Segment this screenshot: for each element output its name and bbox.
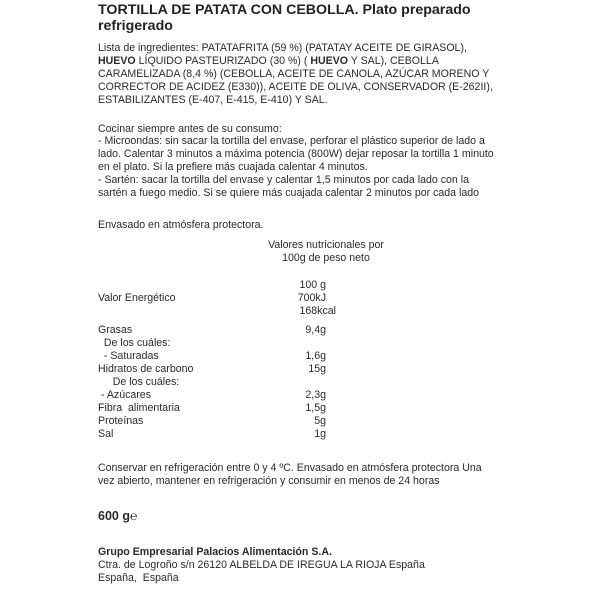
nutrition-row (98, 402, 398, 415)
nutrient-name: Proteínas (98, 414, 144, 427)
nutrient-value: 1g (314, 427, 326, 440)
nutrient-name: De los cuáles: (98, 375, 180, 388)
nutrition-row (98, 428, 398, 441)
cooking-intro: Cocinar siempre antes de su consumo: (98, 122, 282, 135)
nutrition-row (98, 337, 398, 350)
nutrition-header-line1: Valores nutricionales por (268, 238, 384, 251)
nutrient-name: - Saturadas (98, 349, 159, 362)
energy-label: Valor Energético (98, 291, 176, 304)
company-address: Ctra. de Logroño s/n 26120 ALBELDA DE IREGUA LA RIOJA España (98, 558, 425, 571)
nutrition-row (98, 363, 398, 376)
nutrient-value: 15g (308, 362, 326, 375)
product-title: TORTILLA DE PATATA CON CEBOLLA. Plato preparado refrigerado (98, 2, 471, 34)
microwave-instructions: - Microondas: sin sacar la tortilla del envase, perforar el plástico superior de lado a lado. Calentar 3 minutos a máxima potencia (800W) dejar reposar la tortilla 1 minuto en el plato. Si la prefiere más cuajada calentar 4 minutos. (98, 135, 494, 174)
nutrition-row (98, 350, 398, 363)
nutrient-name: De los cuáles: (98, 336, 171, 349)
pan-instructions: - Sartén: sacar la tortilla del envase y calentar 1,5 minutos por cada lado con la sartén a fuego medio. Si se quiere más cuajada calentar 2 minutos por cada lado (98, 174, 480, 200)
ingredients-suffix: Y SAL), CEBOLLA CARAMELIZADA (8,4 %) (CEBOLLA, ACEITE DE CANOLA, AZÚCAR MORENO Y CORRECTOR DE ACIDEZ (E330)), ACEITE DE OLIVA, CONSERVADOR (E-262II), ESTABILIZANTES (E-407, E-415, E-410) Y SAL. (98, 54, 493, 106)
nutrition-row (98, 376, 398, 389)
nutrient-value: 5g (314, 414, 326, 427)
nutrition-column-header (98, 279, 398, 292)
nutrition-table (98, 278, 500, 440)
ingredients-list (98, 42, 500, 107)
nutrient-value: 9,4g (305, 323, 326, 336)
ingredients-prefix: Lista de ingredientes: PATATAFRITA (59 %) (PATATAY ACEITE DE GIRASOL), (98, 42, 467, 54)
nutrient-name: Sal (98, 427, 114, 440)
nutrition-row-energy (98, 292, 398, 305)
company-name: Grupo Empresarial Palacios Alimentación S.A. (98, 546, 332, 558)
product-label (98, 0, 500, 600)
ingredients-middle: LÍQUIDO PASTEURIZADO (30 %) ( (135, 54, 311, 67)
column-100g: 100 g (299, 278, 326, 291)
nutrient-name: Hidratos de carbono (98, 362, 194, 375)
company-info (98, 546, 500, 585)
storage-instructions: Conservar en refrigeración entre 0 y 4 ºC. Envasado en atmósfera protectora Una vez abierto, mantener en refrigeración y consumir en menos de 24 horas (98, 462, 482, 487)
nutrition-row (98, 415, 398, 428)
nutrition-row (98, 324, 398, 337)
packaging-note: Envasado en atmósfera protectora. (98, 218, 264, 231)
nutrient-value: 2,3g (305, 388, 326, 401)
nutrient-name: Fibra alimentaria (98, 401, 180, 414)
company-country: España, España (98, 571, 179, 584)
nutrition-row (98, 389, 398, 402)
nutrient-name: Grasas (98, 323, 133, 336)
allergen-egg-2: HUEVO (310, 54, 349, 67)
nutrient-value: 1,5g (305, 401, 326, 414)
nutrition-row-energy-kcal (98, 305, 398, 318)
nutrient-value: 1,6g (305, 349, 326, 362)
nutrition-header (98, 239, 386, 265)
energy-kj: 700kJ (297, 291, 326, 304)
nutrient-name: - Azúcares (98, 388, 151, 401)
nutrition-header-line2: 100g de peso neto (282, 251, 370, 264)
allergen-egg: HUEVO (98, 54, 136, 67)
energy-kcal: 168kcal (299, 304, 336, 317)
net-weight: 600 g℮ (98, 509, 138, 523)
cooking-instructions (98, 123, 500, 200)
